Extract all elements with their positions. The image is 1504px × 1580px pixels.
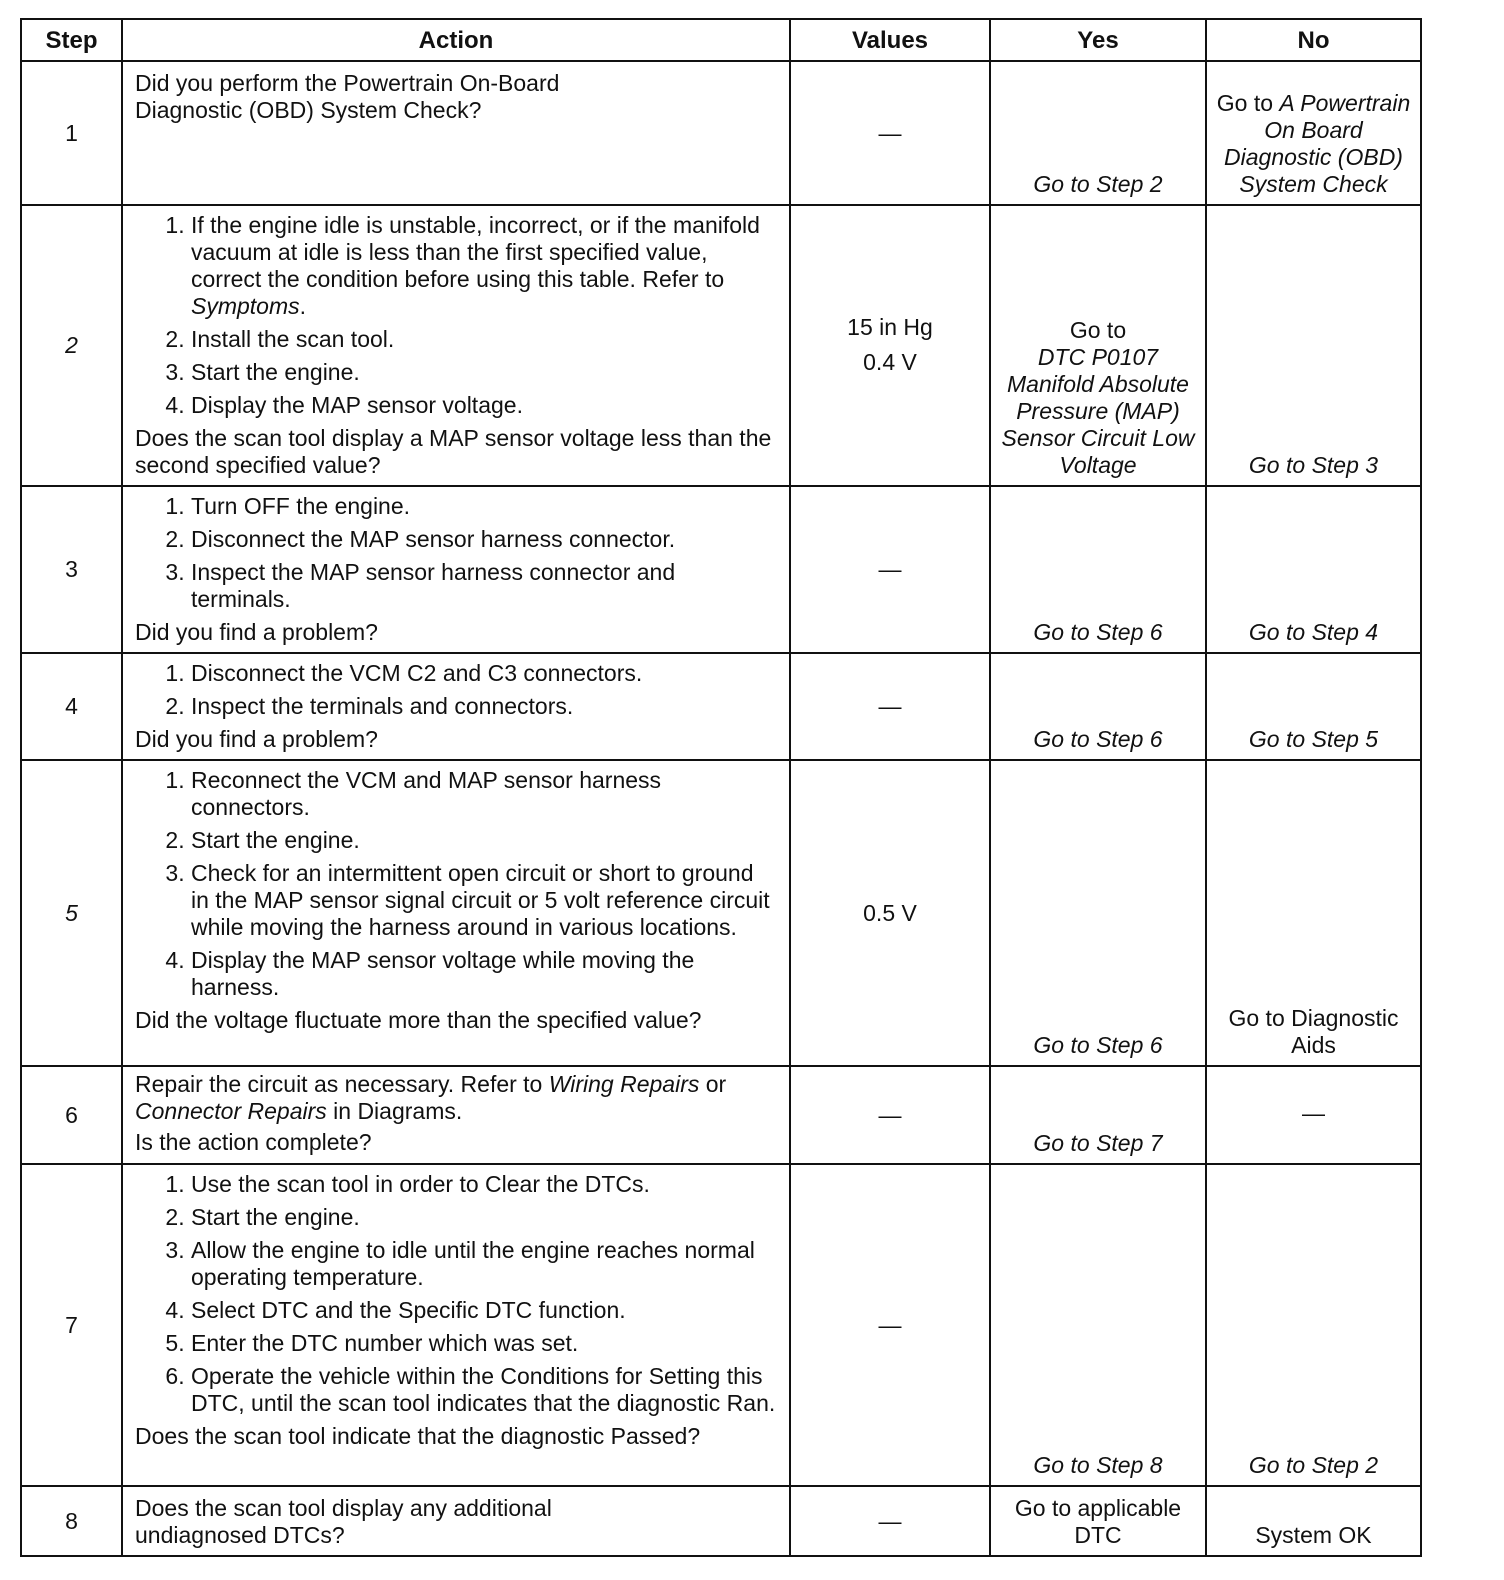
action-steps [135, 767, 777, 1001]
value-text: — [878, 1101, 902, 1128]
table-row [21, 61, 1421, 205]
action-question: Did the voltage fluctuate more than the specified value? [135, 1007, 702, 1033]
values-cell [790, 205, 990, 486]
action-cell [122, 1486, 790, 1556]
list-item: 1. Reconnect the VCM and MAP sensor harness connectors. [191, 767, 777, 821]
list-item: 2. Start the engine. [191, 1204, 777, 1231]
list-item: 1. If the engine idle is unstable, incorrect, or if the manifold vacuum at idle is less than the first specified value, correct the condition before using this table. Refer to Symptoms. [191, 212, 777, 320]
list-item: 4. Display the MAP sensor voltage while moving the harness. [191, 947, 777, 1001]
yes-cell [990, 1066, 1206, 1164]
header-no: No [1206, 19, 1421, 61]
yes-link[interactable]: Go to Step 6 [1033, 619, 1163, 645]
action-cell [122, 1066, 790, 1164]
header-step: Step [21, 19, 122, 61]
no-cell [1206, 61, 1421, 205]
no-cell [1206, 486, 1421, 653]
no-cell [1206, 653, 1421, 760]
yes-link[interactable]: Go to Step 2 [1033, 171, 1163, 197]
list-item: 2. Start the engine. [191, 827, 777, 854]
yes-link[interactable]: Go to Step 7 [1033, 1130, 1163, 1156]
yes-link[interactable]: Go to Step 6 [1033, 726, 1163, 752]
value-text: 0.5 V [863, 899, 917, 926]
yes-cell [990, 61, 1206, 205]
no-link[interactable]: Go to Step 5 [1248, 726, 1379, 752]
header-values: Values [790, 19, 990, 61]
value-text: — [878, 1311, 902, 1338]
table-row [21, 653, 1421, 760]
step-number: 8 [21, 1486, 122, 1556]
action-question: Did you find a problem? [135, 726, 378, 752]
list-item: 2. Disconnect the MAP sensor harness connector. [191, 526, 777, 553]
list-item: 3. Check for an intermittent open circuit or short to ground in the MAP sensor signal circuit or 5 volt reference circuit while moving the harness around in various locations. [191, 860, 777, 941]
no-cell [1206, 1066, 1421, 1164]
diagnostic-table [20, 18, 1422, 1557]
no-link[interactable]: Go to Step 4 [1248, 619, 1379, 645]
table-row [21, 1486, 1421, 1556]
yes-link[interactable]: Go to Step 8 [1033, 1452, 1163, 1478]
no-link[interactable]: Go to Step 3 [1248, 452, 1379, 478]
values-cell [790, 61, 990, 205]
action-steps [135, 1171, 777, 1417]
list-item: 4. Display the MAP sensor voltage. [191, 392, 777, 419]
yes-link[interactable]: Go to Step 6 [1033, 1032, 1163, 1058]
list-item: 6. Operate the vehicle within the Conditions for Setting this DTC, until the scan tool indicates that the diagnostic Ran. [191, 1363, 777, 1417]
ref-prefix: Refer to [642, 266, 725, 292]
no-prefix: Go to [1216, 90, 1280, 116]
yes-cell [990, 760, 1206, 1066]
no-cell [1206, 1164, 1421, 1486]
no-cell [1206, 1486, 1421, 1556]
no-text: System OK [1255, 1522, 1372, 1548]
value-text: 15 in Hg [847, 314, 933, 340]
action-question: Does the scan tool display any additional undiagnosed DTCs? [135, 1495, 552, 1548]
values-cell [790, 486, 990, 653]
value-text: — [878, 1507, 902, 1534]
values-cell [790, 1164, 990, 1486]
step-number: 7 [21, 1164, 122, 1486]
no-text: — [1302, 1099, 1325, 1126]
table-row [21, 760, 1421, 1066]
values-cell [790, 1486, 990, 1556]
table-row [21, 1164, 1421, 1486]
list-item: 3. Allow the engine to idle until the engine reaches normal operating temperature. [191, 1237, 777, 1291]
value-text: 0.4 V [863, 349, 917, 375]
step-number: 2 [21, 205, 122, 486]
no-cell [1206, 205, 1421, 486]
action-steps [135, 660, 777, 720]
action-cell [122, 486, 790, 653]
list-item: 2. Inspect the terminals and connectors. [191, 693, 777, 720]
ref-symptoms[interactable]: Symptoms [191, 293, 300, 319]
list-item: 1. Use the scan tool in order to Clear the DTCs. [191, 1171, 777, 1198]
no-link[interactable]: Go to Diagnostic Aids [1228, 1005, 1399, 1058]
action-cell [122, 61, 790, 205]
table-row [21, 1066, 1421, 1164]
header-yes: Yes [990, 19, 1206, 61]
step-number: 5 [21, 760, 122, 1066]
values-cell [790, 653, 990, 760]
yes-prefix: Go to [1069, 317, 1127, 343]
list-item: 2. Install the scan tool. [191, 326, 777, 353]
header-row [21, 19, 1421, 61]
no-link[interactable]: Go to Step 2 [1248, 1452, 1379, 1478]
ref-wiring-repairs[interactable]: Wiring Repairs [548, 1071, 700, 1097]
values-cell [790, 760, 990, 1066]
list-item: 3. Inspect the MAP sensor harness connector and terminals. [191, 559, 777, 613]
action-question: Does the scan tool display a MAP sensor voltage less than the second specified value? [135, 425, 772, 478]
yes-cell [990, 1164, 1206, 1486]
table-row [21, 486, 1421, 653]
yes-link[interactable]: Go to applicable DTC [1014, 1495, 1182, 1548]
ref-connector-repairs[interactable]: Connector Repairs [135, 1098, 327, 1124]
yes-cell [990, 205, 1206, 486]
list-item: 4. Select DTC and the Specific DTC function. [191, 1297, 777, 1324]
list-item: 1. Turn OFF the engine. [191, 493, 777, 520]
repair-instruction: Repair the circuit as necessary. Refer to Wiring Repairs or Connector Repairs in Diagrams. [135, 1071, 727, 1124]
value-text: — [878, 119, 902, 146]
yes-cell [990, 486, 1206, 653]
step-number: 4 [21, 653, 122, 760]
step-number: 3 [21, 486, 122, 653]
action-question: Does the scan tool indicate that the diagnostic Passed? [135, 1423, 701, 1449]
no-link[interactable]: A Powertrain On Board Diagnostic (OBD) System Check [1224, 90, 1411, 197]
action-cell [122, 1164, 790, 1486]
action-question: Did you perform the Powertrain On-Board Diagnostic (OBD) System Check? [135, 70, 560, 123]
header-action: Action [122, 19, 790, 61]
list-item: 1. Disconnect the VCM C2 and C3 connectors. [191, 660, 777, 687]
action-question: Did you find a problem? [135, 619, 378, 645]
values-cell [790, 1066, 990, 1164]
step-number: 6 [21, 1066, 122, 1164]
table-row [21, 205, 1421, 486]
value-text: — [878, 693, 902, 719]
no-cell [1206, 760, 1421, 1066]
step-number: 1 [21, 61, 122, 205]
yes-link[interactable]: DTC P0107 Manifold Absolute Pressure (MAP) Sensor Circuit Low Voltage [1001, 344, 1195, 478]
action-question: Is the action complete? [135, 1129, 372, 1155]
action-cell [122, 653, 790, 760]
yes-cell [990, 653, 1206, 760]
action-cell [122, 760, 790, 1066]
list-item: 3. Start the engine. [191, 359, 777, 386]
action-steps [135, 493, 777, 613]
action-cell [122, 205, 790, 486]
value-text: — [878, 556, 902, 582]
list-item: 5. Enter the DTC number which was set. [191, 1330, 777, 1357]
yes-cell [990, 1486, 1206, 1556]
action-steps [135, 212, 777, 419]
